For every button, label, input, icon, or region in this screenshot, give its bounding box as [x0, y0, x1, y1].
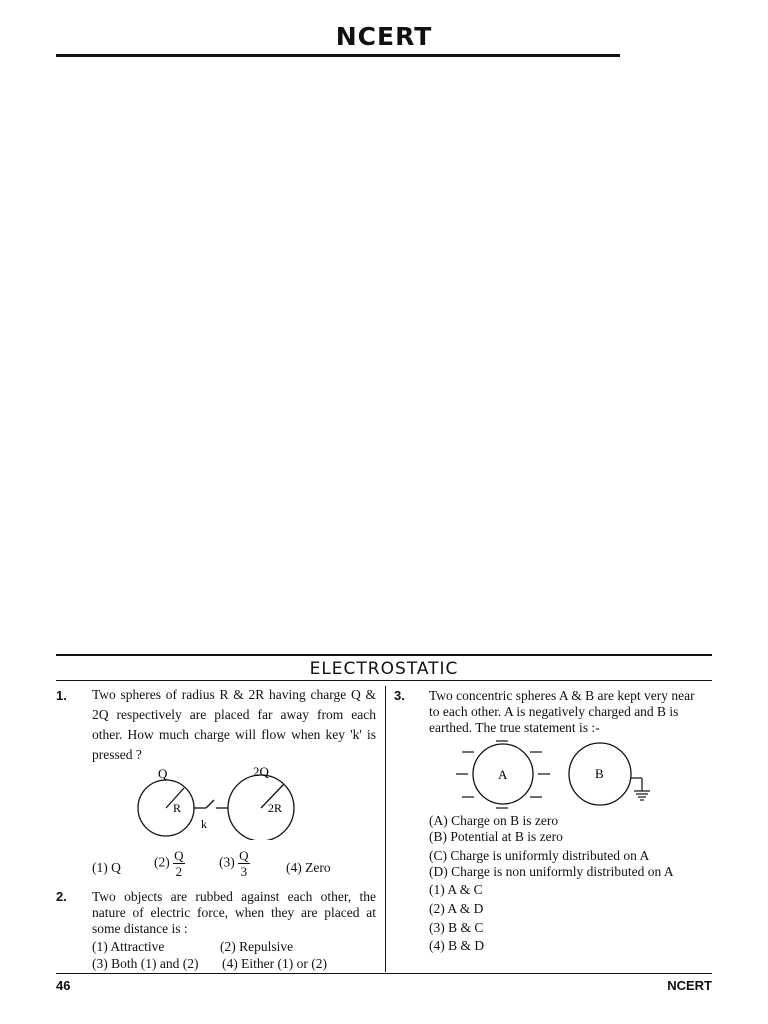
question-3-line-3: earthed. The true statement is :-: [429, 720, 600, 735]
q1-option-3-numerator: Q: [239, 848, 249, 863]
q2-option-4: (4) Either (1) or (2): [222, 956, 327, 971]
q1-option-4: (4) Zero: [286, 860, 331, 875]
q3-statement-a: (A) Charge on B is zero: [429, 813, 559, 828]
question-3-line-2: to each other. A is negatively charged and B is: [429, 704, 679, 719]
q2-option-2: (2) Repulsive: [220, 939, 294, 954]
label-2r: 2R: [268, 801, 283, 815]
question-2-number: 2.: [56, 889, 67, 904]
label-r: R: [173, 801, 182, 815]
q1-option-3-prefix: (3): [219, 854, 235, 870]
section-title: ELECTROSTATIC: [309, 659, 459, 679]
q1-option-3-denominator: 3: [240, 864, 248, 879]
question-1-text: Two spheres of radius R & 2R having charge Q & 2Q respectively are placed far away from each other. How much charge will flow when key 'k' is pressed ?: [92, 687, 376, 762]
q1-option-3-fraction: [238, 848, 249, 879]
q2-option-3: (3) Both (1) and (2): [92, 956, 199, 971]
q3-option-2: (2) A & D: [429, 901, 484, 916]
question-3-line-1: Two concentric spheres A & B are kept very near: [429, 688, 695, 703]
footer-rule: [56, 973, 712, 974]
q3-statement-c: (C) Charge is uniformly distributed on A: [429, 848, 650, 863]
q1-option-1: (1) Q: [92, 860, 121, 875]
header-title: NCERT: [335, 22, 433, 51]
q3-statement-d: (D) Charge is non uniformly distributed on A: [429, 864, 674, 879]
key-switch-blade: [206, 800, 214, 808]
label-b: B: [595, 766, 604, 781]
q1-spheres-diagram: [130, 762, 310, 840]
q1-option-3: [219, 848, 250, 879]
q3-statement-b: (B) Potential at B is zero: [429, 829, 563, 844]
q1-option-2-numerator: Q: [174, 848, 184, 863]
label-q: Q: [158, 766, 168, 781]
earth-ground-icon: [631, 778, 650, 800]
column-divider: [385, 686, 386, 972]
question-3-number: 3.: [394, 688, 405, 703]
question-2-text: Two objects are rubbed against each other, the nature of electric force, when they are placed at some distance is :: [92, 889, 376, 936]
q2-option-1: (1) Attractive: [92, 939, 165, 954]
q3-option-1: (1) A & C: [429, 882, 483, 897]
header-rule: [56, 54, 620, 57]
q1-option-2-denominator: 2: [175, 864, 183, 879]
q3-option-3: (3) B & C: [429, 920, 484, 935]
question-1-number: 1.: [56, 688, 67, 703]
q3-spheres-diagram: [452, 736, 662, 812]
section-bottom-rule: [56, 680, 712, 681]
label-2q: 2Q: [253, 764, 269, 779]
q1-option-2: [154, 848, 185, 879]
q1-option-2-prefix: (2): [154, 854, 170, 870]
q3-option-4: (4) B & D: [429, 938, 485, 953]
q1-option-2-fraction: [173, 848, 184, 879]
label-k: k: [201, 817, 207, 831]
footer-brand: NCERT: [667, 978, 712, 993]
section-top-rule: [56, 654, 712, 656]
label-a: A: [498, 767, 508, 782]
page-number: 46: [56, 978, 71, 993]
